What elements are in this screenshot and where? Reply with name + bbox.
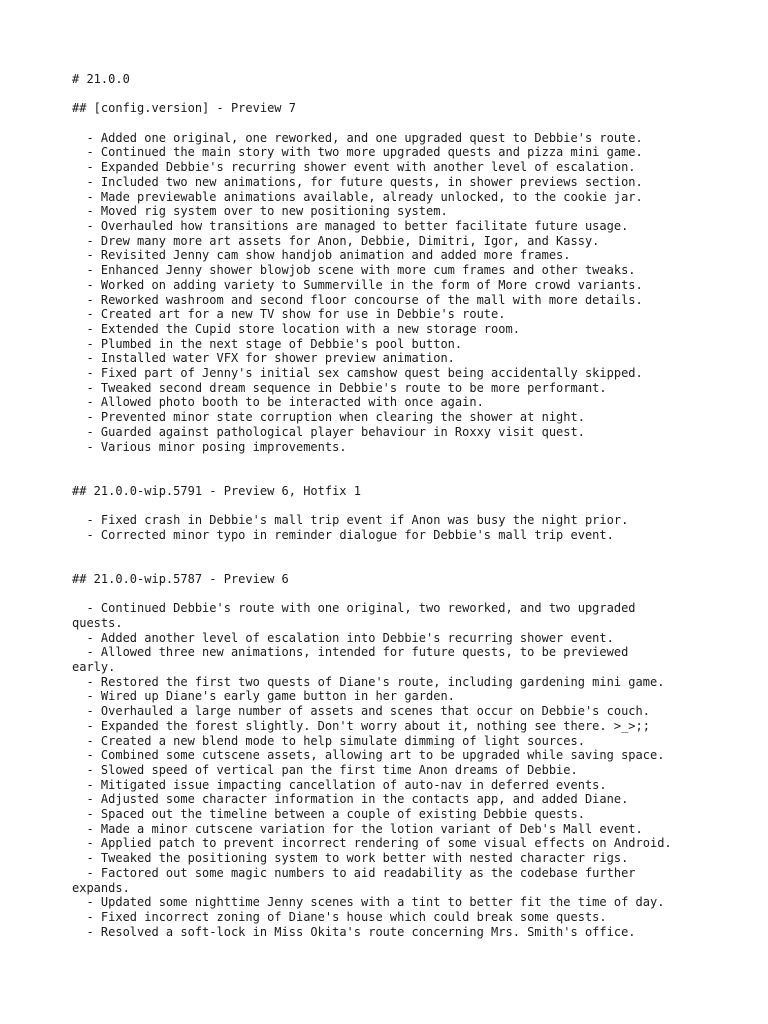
change-list bbox=[72, 601, 702, 939]
list-item: - Overhauled a large number of assets and scenes that occur on Debbie's couch. bbox=[72, 704, 650, 719]
list-item: - Created a new blend mode to help simulate dimming of light sources. bbox=[72, 733, 585, 748]
list-item: - Created art for a new TV show for use in Debbie's route. bbox=[72, 307, 506, 322]
list-item: - Added one original, one reworked, and one upgraded quest to Debbie's route. bbox=[72, 130, 643, 145]
list-item: - Guarded against pathological player behaviour in Roxxy visit quest. bbox=[72, 424, 585, 439]
list-item: - Continued the main story with two more upgraded quests and pizza mini game. bbox=[72, 145, 643, 160]
list-item: - Combined some cutscene assets, allowing art to be upgraded while saving space. bbox=[72, 748, 665, 763]
list-item: - Spaced out the timeline between a couple of existing Debbie quests. bbox=[72, 807, 585, 822]
list-item: - Worked on adding variety to Summerville in the form of More crowd variants. bbox=[72, 277, 643, 292]
section-heading: ## 21.0.0-wip.5791 - Preview 6, Hotfix 1 bbox=[72, 483, 361, 498]
list-item: - Enhanced Jenny shower blowjob scene with more cum frames and other tweaks. bbox=[72, 263, 636, 278]
list-item: - Adjusted some character information in the contacts app, and added Diane. bbox=[72, 792, 629, 807]
changelog-document bbox=[72, 72, 702, 969]
list-item: - Wired up Diane's early game button in her garden. bbox=[72, 689, 455, 704]
section-heading: ## 21.0.0-wip.5787 - Preview 6 bbox=[72, 571, 289, 586]
list-item: - Installed water VFX for shower preview animation. bbox=[72, 351, 455, 366]
list-item: - Reworked washroom and second floor concourse of the mall with more details. bbox=[72, 292, 643, 307]
list-item: - Expanded the forest slightly. Don't worry about it, nothing see there. >_>;; bbox=[72, 718, 650, 733]
list-item: - Updated some nighttime Jenny scenes with a tint to better fit the time of day. bbox=[72, 895, 665, 910]
list-item: - Allowed photo booth to be interacted with once again. bbox=[72, 395, 484, 410]
list-item: - Plumbed in the next stage of Debbie's pool button. bbox=[72, 336, 463, 351]
list-item: - Continued Debbie's route with one original, two reworked, and two upgraded quests. bbox=[72, 601, 636, 630]
list-item: - Various minor posing improvements. bbox=[72, 439, 347, 454]
list-item: - Fixed incorrect zoning of Diane's house which could break some quests. bbox=[72, 909, 607, 924]
list-item: - Overhauled how transitions are managed to better facilitate future usage. bbox=[72, 219, 629, 233]
section-preview-6-hotfix-1 bbox=[72, 484, 702, 543]
section-heading: ## [config.version] - Preview 7 bbox=[72, 101, 296, 116]
list-item: - Fixed crash in Debbie's mall trip event if Anon was busy the night prior. bbox=[72, 513, 629, 528]
list-item: - Tweaked the positioning system to work better with nested character rigs. bbox=[72, 851, 629, 866]
list-item: - Made a minor cutscene variation for the lotion variant of Deb's Mall event. bbox=[72, 821, 643, 836]
list-item: - Made previewable animations available, already unlocked, to the cookie jar. bbox=[72, 189, 643, 204]
list-item: - Factored out some magic numbers to aid readability as the codebase further expands. bbox=[72, 865, 636, 895]
list-item: - Extended the Cupid store location with a new storage room. bbox=[72, 321, 520, 336]
list-item: - Added another level of escalation into Debbie's recurring shower event. bbox=[72, 630, 614, 645]
list-item: - Slowed speed of vertical pan the first time Anon dreams of Debbie. bbox=[72, 762, 578, 777]
list-item: - Corrected minor typo in reminder dialogue for Debbie's mall trip event. bbox=[72, 527, 614, 542]
change-list bbox=[72, 131, 702, 454]
list-item: - Restored the first two quests of Diane's route, including gardening mini game. bbox=[72, 674, 665, 689]
list-item: - Drew many more art assets for Anon, Debbie, Dimitri, Igor, and Kassy. bbox=[72, 233, 600, 248]
list-item: - Moved rig system over to new positioning system. bbox=[72, 204, 448, 219]
list-item: - Resolved a soft-lock in Miss Okita's route concerning Mrs. Smith's office. bbox=[72, 924, 636, 939]
section-preview-7 bbox=[72, 101, 702, 454]
document-title: # 21.0.0 bbox=[72, 72, 130, 86]
list-item: - Prevented minor state corruption when clearing the shower at night. bbox=[72, 410, 585, 425]
list-item: - Tweaked second dream sequence in Debbie's route to be more performant. bbox=[72, 380, 607, 395]
change-list bbox=[72, 513, 702, 542]
list-item: - Applied patch to prevent incorrect rendering of some visual effects on Android. bbox=[72, 836, 672, 851]
list-item: - Included two new animations, for future quests, in shower previews section. bbox=[72, 174, 643, 189]
list-item: - Mitigated issue impacting cancellation of auto-nav in deferred events. bbox=[72, 777, 607, 792]
list-item: - Allowed three new animations, intended for future quests, to be previewed early. bbox=[72, 645, 629, 675]
section-preview-6 bbox=[72, 572, 702, 940]
list-item: - Revisited Jenny cam show handjob animation and added more frames. bbox=[72, 248, 571, 263]
list-item: - Fixed part of Jenny's initial sex camshow quest being accidentally skipped. bbox=[72, 366, 643, 381]
list-item: - Expanded Debbie's recurring shower event with another level of escalation. bbox=[72, 160, 636, 175]
